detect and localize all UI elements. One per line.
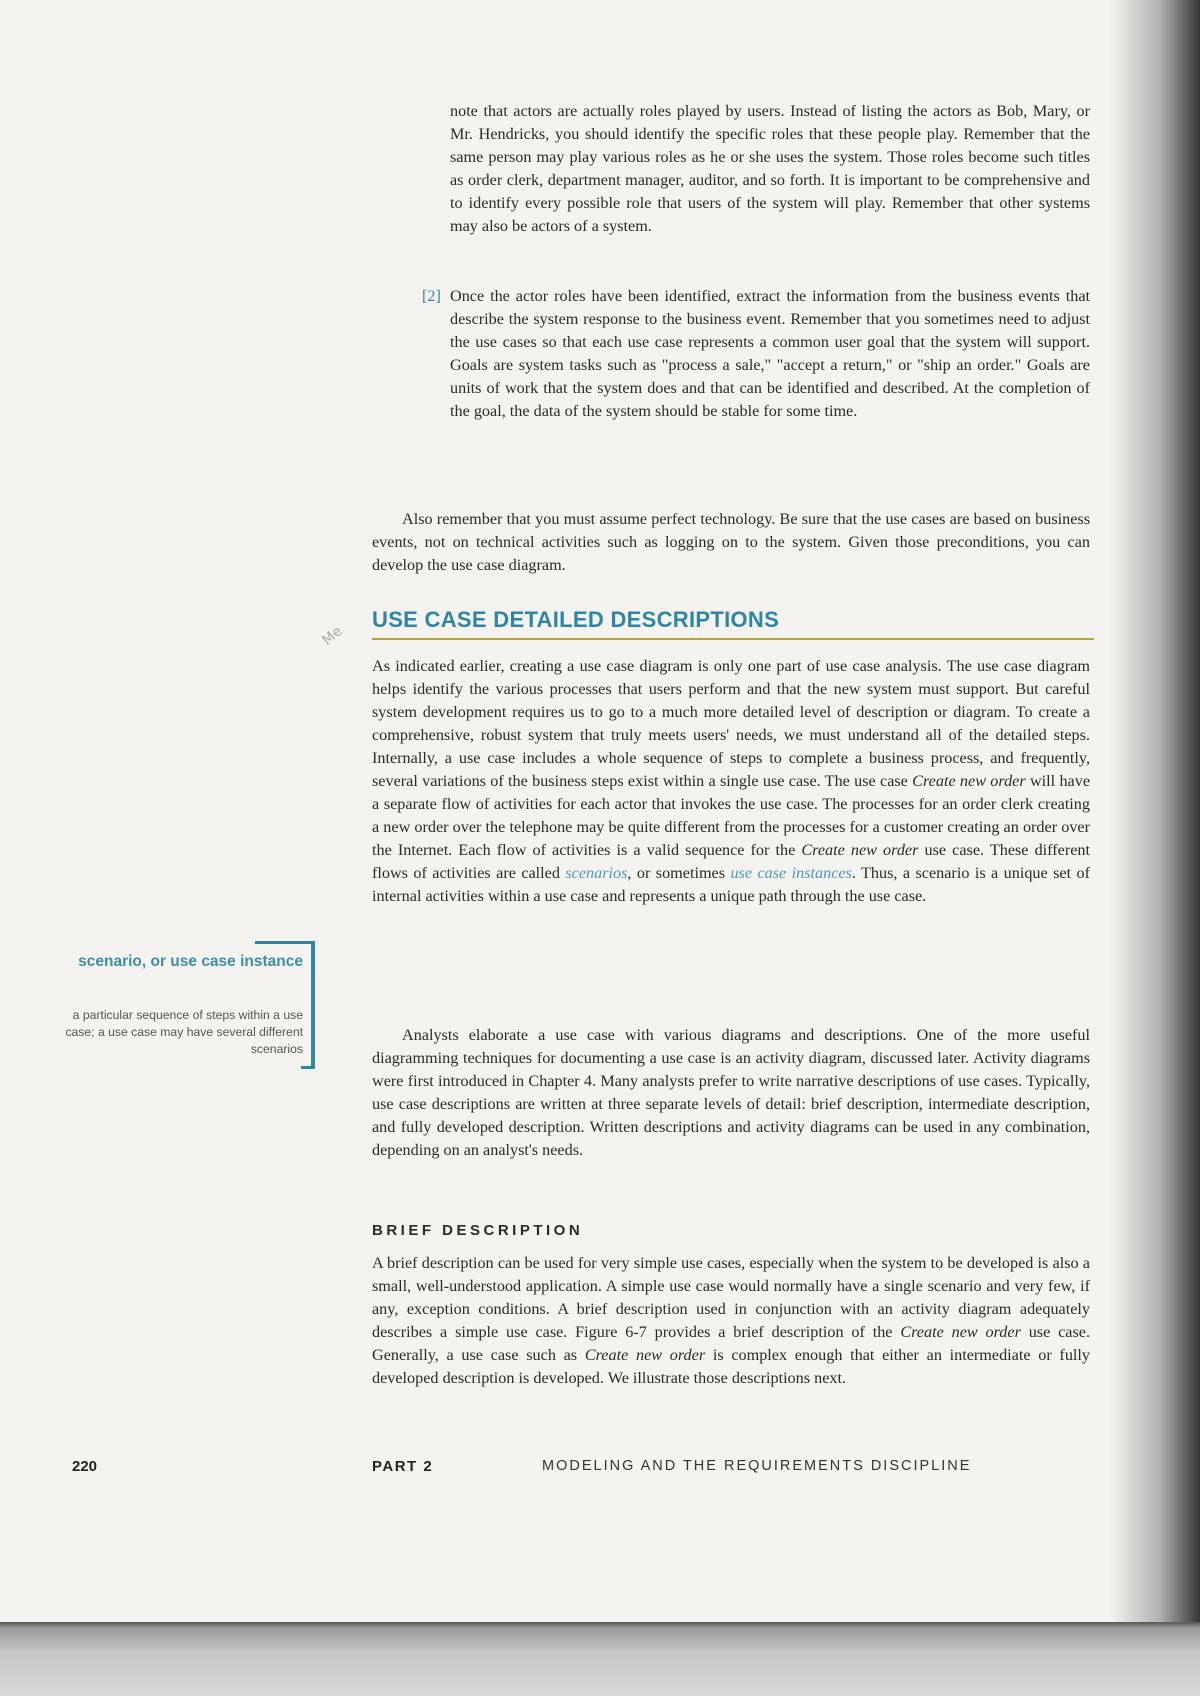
- brief-after: is complex enough that either an intermediate or fully developed description is developed. We illustrate those descriptions next.: [372, 1346, 1090, 1387]
- brief-mid: use case. Generally, a use case such as: [372, 1323, 1091, 1364]
- margin-scribble: Me: [319, 623, 346, 649]
- p1-after: . Thus, a scenario is a unique set of internal activities within a use case and represents a unique path through the use case.: [372, 864, 1090, 905]
- scan-bottom-band: [0, 1622, 1200, 1696]
- sidebar-rule: [311, 941, 315, 1069]
- footer-part: PART 2: [372, 1458, 434, 1475]
- p1-italic-2: Create new order: [801, 841, 919, 859]
- sidebar-definition: a particular sequence of steps within a use case; a use case may have several different scenarios: [65, 1008, 303, 1056]
- subheading-brief-description: BRIEF DESCRIPTION: [372, 1222, 584, 1239]
- brief-before: A brief description can be used for very simple use cases, especially when the system to be developed is also a small, well-understood application. A simple use case would normally have a single scenario and very few, if any, exception conditions. A brief description used in conjunction with an activity diagram adequately describes a simple use case. Figure 6-7 provides a brief description of the: [372, 1254, 1090, 1341]
- p1-italic-1: Create new order: [912, 772, 1026, 790]
- step-2-text: Once the actor roles have been identified, extract the information from the business events that describe the system response to the business event. Remember that you sometimes need to adjust the use cases so that each use case represents a common user goal that the system will support. Goals are system tasks such as "process a sale," "accept a return," or "ship an order." Goals are units of work that the system does and that can be identified and described. At the completion of the goal, the data of the system should be stable for some time.: [450, 287, 1090, 420]
- term-use-case-instances: use case instances: [730, 864, 852, 882]
- page-edge-shadow: [1110, 0, 1200, 1696]
- term-scenarios: scenarios: [565, 864, 628, 882]
- step-2-marker: [2]: [422, 287, 441, 305]
- sidebar-term: scenario, or use case instance: [78, 953, 303, 970]
- brief-paragraph: [372, 1252, 1090, 1390]
- section-heading-rule: [372, 638, 1094, 640]
- section-heading: USE CASE DETAILED DESCRIPTIONS: [372, 607, 780, 632]
- p1-mid: will have a separate flow of activities for each actor that invokes the use case. The processes for an order clerk creating a new order over the telephone may be quite different from the processes for a customer creating an order over the Internet. Each flow of activities is a valid sequence for the: [372, 772, 1091, 859]
- footer-title: MODELING AND THE REQUIREMENTS DISCIPLINE: [542, 1458, 972, 1474]
- sidebar-rule-bottom: [301, 1066, 315, 1069]
- p1-mid2: use case. These different flows of activities are called: [372, 841, 1090, 882]
- section-paragraph-1: [372, 655, 1090, 908]
- sidebar-rule-top: [255, 941, 315, 944]
- intro-paragraph: note that actors are actually roles played by users. Instead of listing the actors as Bob, Mary, or Mr. Hendricks, you should identify the specific roles that these people play. Remember that the same person may play various roles as he or she uses the system. Those roles become such titles as order clerk, department manager, auditor, and so forth. It is important to be comprehensive and to identify every possible role that users of the system will play. Remember that other systems may also be actors of a system.: [450, 102, 1090, 235]
- p1-mid3: , or sometimes: [627, 864, 731, 882]
- also-paragraph: Also remember that you must assume perfect technology. Be sure that the use cases are based on business events, not on technical activities such as logging on to the system. Given those preconditions, you can develop the use case diagram.: [372, 510, 1090, 574]
- glossary-sidebar: [60, 941, 315, 1069]
- brief-italic-2: Create new order: [584, 1346, 706, 1364]
- section-paragraph-2: Analysts elaborate a use case with various diagrams and descriptions. One of the more useful diagramming techniques for documenting a use case is an activity diagram, discussed later. Activity diagrams were first introduced in Chapter 4. Many analysts prefer to write narrative descriptions of use cases. Typically, use case descriptions are written at three separate levels of detail: brief description, intermediate description, and fully developed description. Written descriptions and activity diagrams can be used in any combination, depending on an analyst's needs.: [372, 1026, 1090, 1159]
- footer-page-number: 220: [72, 1458, 98, 1475]
- brief-italic-1: Create new order: [900, 1323, 1021, 1341]
- p1-before: As indicated earlier, creating a use case diagram is only one part of use case analysis. The use case diagram helps identify the various processes that users perform and that the new system must support. But careful system development requires us to go to a much more detailed level of description or diagram. To create a comprehensive, robust system that truly meets users' needs, we must understand all of the detailed steps. Internally, a use case includes a whole sequence of steps to complete a business process, and frequently, several variations of the business steps exist within a single use case. The use case: [372, 657, 1090, 790]
